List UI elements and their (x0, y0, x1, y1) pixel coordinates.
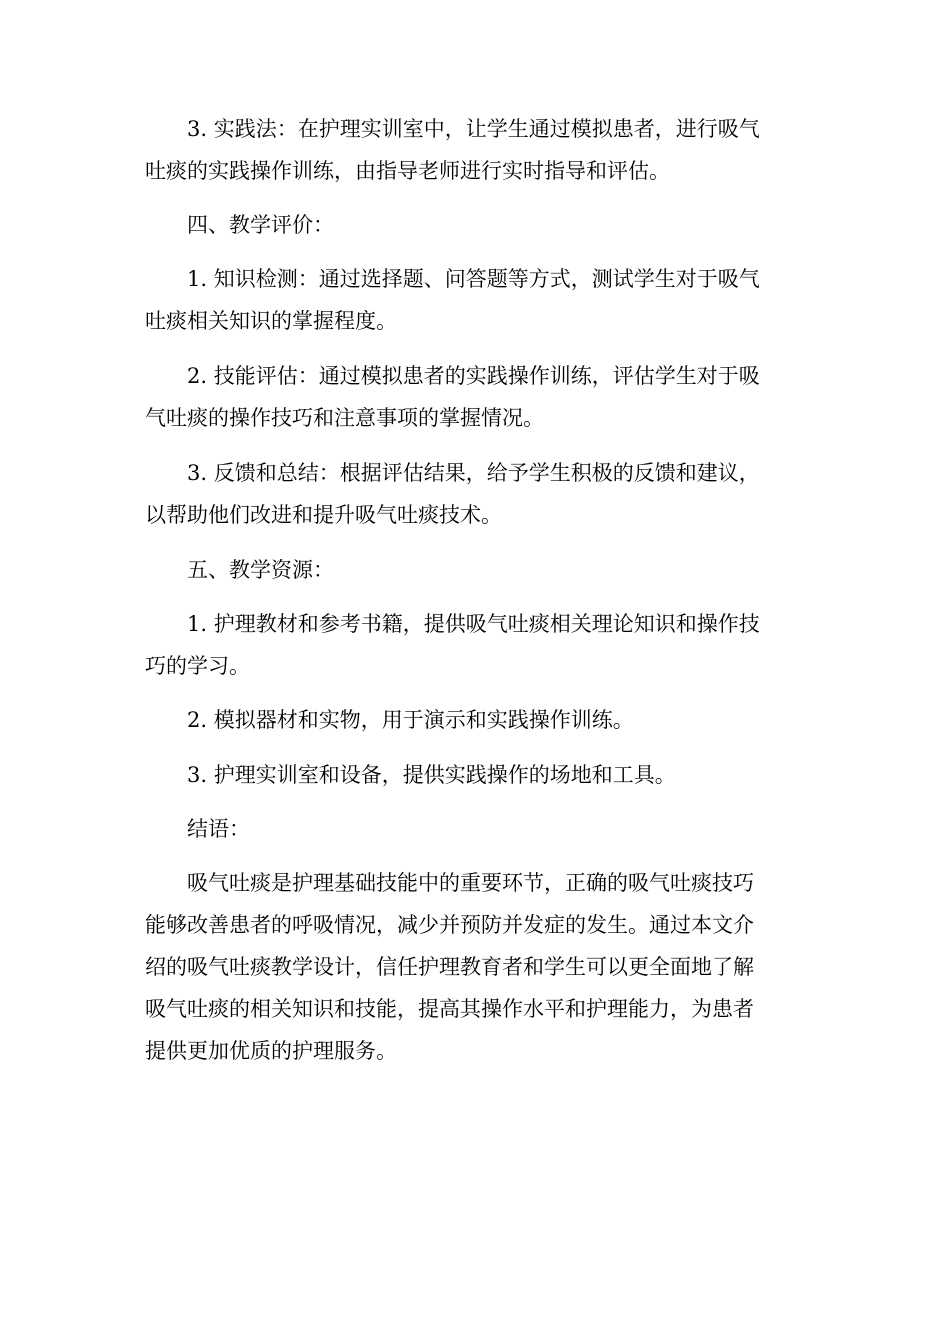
text-line: 以帮助他们改进和提升吸气吐痰技术。 (145, 503, 502, 527)
section-heading-teaching-evaluation (145, 204, 815, 246)
heading-text: 四、教学评价： (187, 213, 334, 237)
text-line: 吸气吐痰是护理基础技能中的重要环节，正确的吸气吐痰技巧 (187, 871, 754, 895)
text-line: 3. 护理实训室和设备，提供实践操作的场地和工具。 (187, 763, 676, 787)
text-line: 吐痰相关知识的掌握程度。 (145, 309, 397, 333)
paragraph-conclusion (145, 862, 815, 1072)
text-line: 3. 反馈和总结：根据评估结果，给予学生积极的反馈和建议， (187, 461, 760, 485)
paragraph-training-room (145, 754, 815, 796)
section-heading-conclusion (145, 808, 815, 850)
heading-text: 五、教学资源： (187, 558, 334, 582)
paragraph-practice-method (145, 108, 815, 192)
text-line: 2. 模拟器材和实物，用于演示和实践操作训练。 (187, 708, 634, 732)
text-line: 气吐痰的操作技巧和注意事项的掌握情况。 (145, 406, 544, 430)
text-line: 提供更加优质的护理服务。 (145, 1039, 397, 1063)
paragraph-textbooks (145, 603, 815, 687)
text-line: 1. 知识检测：通过选择题、问答题等方式，测试学生对于吸气 (187, 267, 760, 291)
text-line: 吸气吐痰的相关知识和技能，提高其操作水平和护理能力，为患者 (145, 997, 754, 1021)
text-line: 3. 实践法：在护理实训室中，让学生通过模拟患者，进行吸气 (187, 117, 760, 141)
paragraph-feedback-summary (145, 452, 815, 536)
text-line: 能够改善患者的呼吸情况，减少并预防并发症的发生。通过本文介 (145, 913, 754, 937)
text-line: 吐痰的实践操作训练，由指导老师进行实时指导和评估。 (145, 159, 670, 183)
paragraph-simulation-equipment (145, 699, 815, 741)
text-line: 1. 护理教材和参考书籍，提供吸气吐痰相关理论知识和操作技 (187, 612, 760, 636)
text-line: 巧的学习。 (145, 654, 250, 678)
text-line: 2. 技能评估：通过模拟患者的实践操作训练，评估学生对于吸 (187, 364, 760, 388)
paragraph-skill-assessment (145, 355, 815, 439)
section-heading-teaching-resources (145, 549, 815, 591)
text-line: 绍的吸气吐痰教学设计，信任护理教育者和学生可以更全面地了解 (145, 955, 754, 979)
paragraph-knowledge-test (145, 258, 815, 342)
heading-text: 结语： (187, 817, 250, 841)
